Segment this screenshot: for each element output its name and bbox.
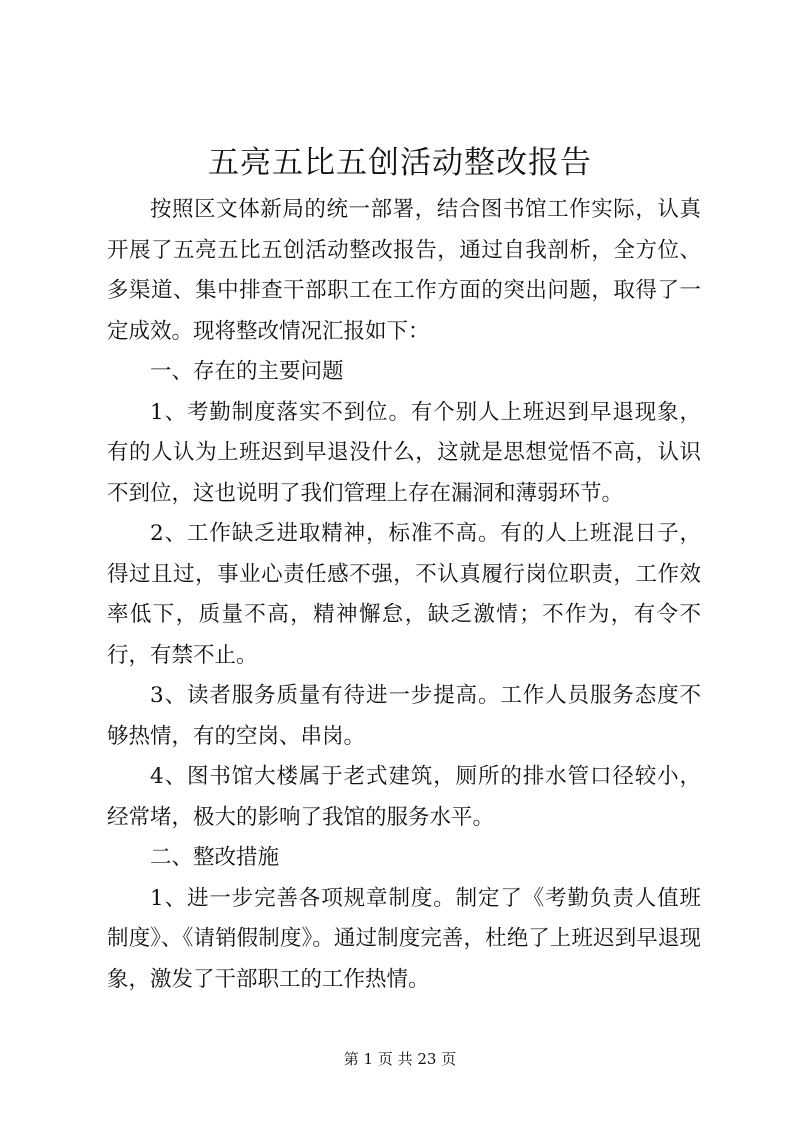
document-body <box>107 190 701 1000</box>
paragraph-problem-3: 3、读者服务质量有待进一步提高。工作人员服务态度不够热情，有的空岗、串岗。 <box>107 683 701 749</box>
section-heading-problems: 一、存在的主要问题 <box>150 359 344 384</box>
paragraph-intro: 按照区文体新局的统一部署，结合图书馆工作实际，认真开展了五亮五比五创活动整改报告，通过自我剖析，全方位、多渠道、集中排查干部职工在工作方面的突出问题，取得了一定成效。现将整改情况汇报如下： <box>107 197 701 344</box>
paragraph-problem-4: 4、图书馆大楼属于老式建筑，厕所的排水管口径较小，经常堵，极大的影响了我馆的服务水平。 <box>107 764 701 830</box>
paragraph-measure-1: 1、进一步完善各项规章制度。制定了《考勤负责人值班制度》、《请销假制度》。通过制度完善，杜绝了上班迟到早退现象，激发了干部职工的工作热情。 <box>107 885 701 992</box>
page-footer: 第 1 页 共 23 页 <box>343 1050 457 1068</box>
paragraph-problem-1: 1、考勤制度落实不到位。有个别人上班迟到早退现象，有的人认为上班迟到早退没什么，这就是思想觉悟不高，认识不到位，这也说明了我们管理上存在漏洞和薄弱环节。 <box>107 399 701 506</box>
paragraph-problem-2: 2、工作缺乏进取精神，标准不高。有的人上班混日子，得过且过，事业心责任感不强，不认真履行岗位职责，工作效率低下，质量不高，精神懈怠，缺乏激情；不作为，有令不行，有禁不止。 <box>107 521 701 668</box>
section-heading-measures: 二、整改措施 <box>150 845 280 870</box>
document-title: 五亮五比五创活动整改报告 <box>208 145 592 181</box>
